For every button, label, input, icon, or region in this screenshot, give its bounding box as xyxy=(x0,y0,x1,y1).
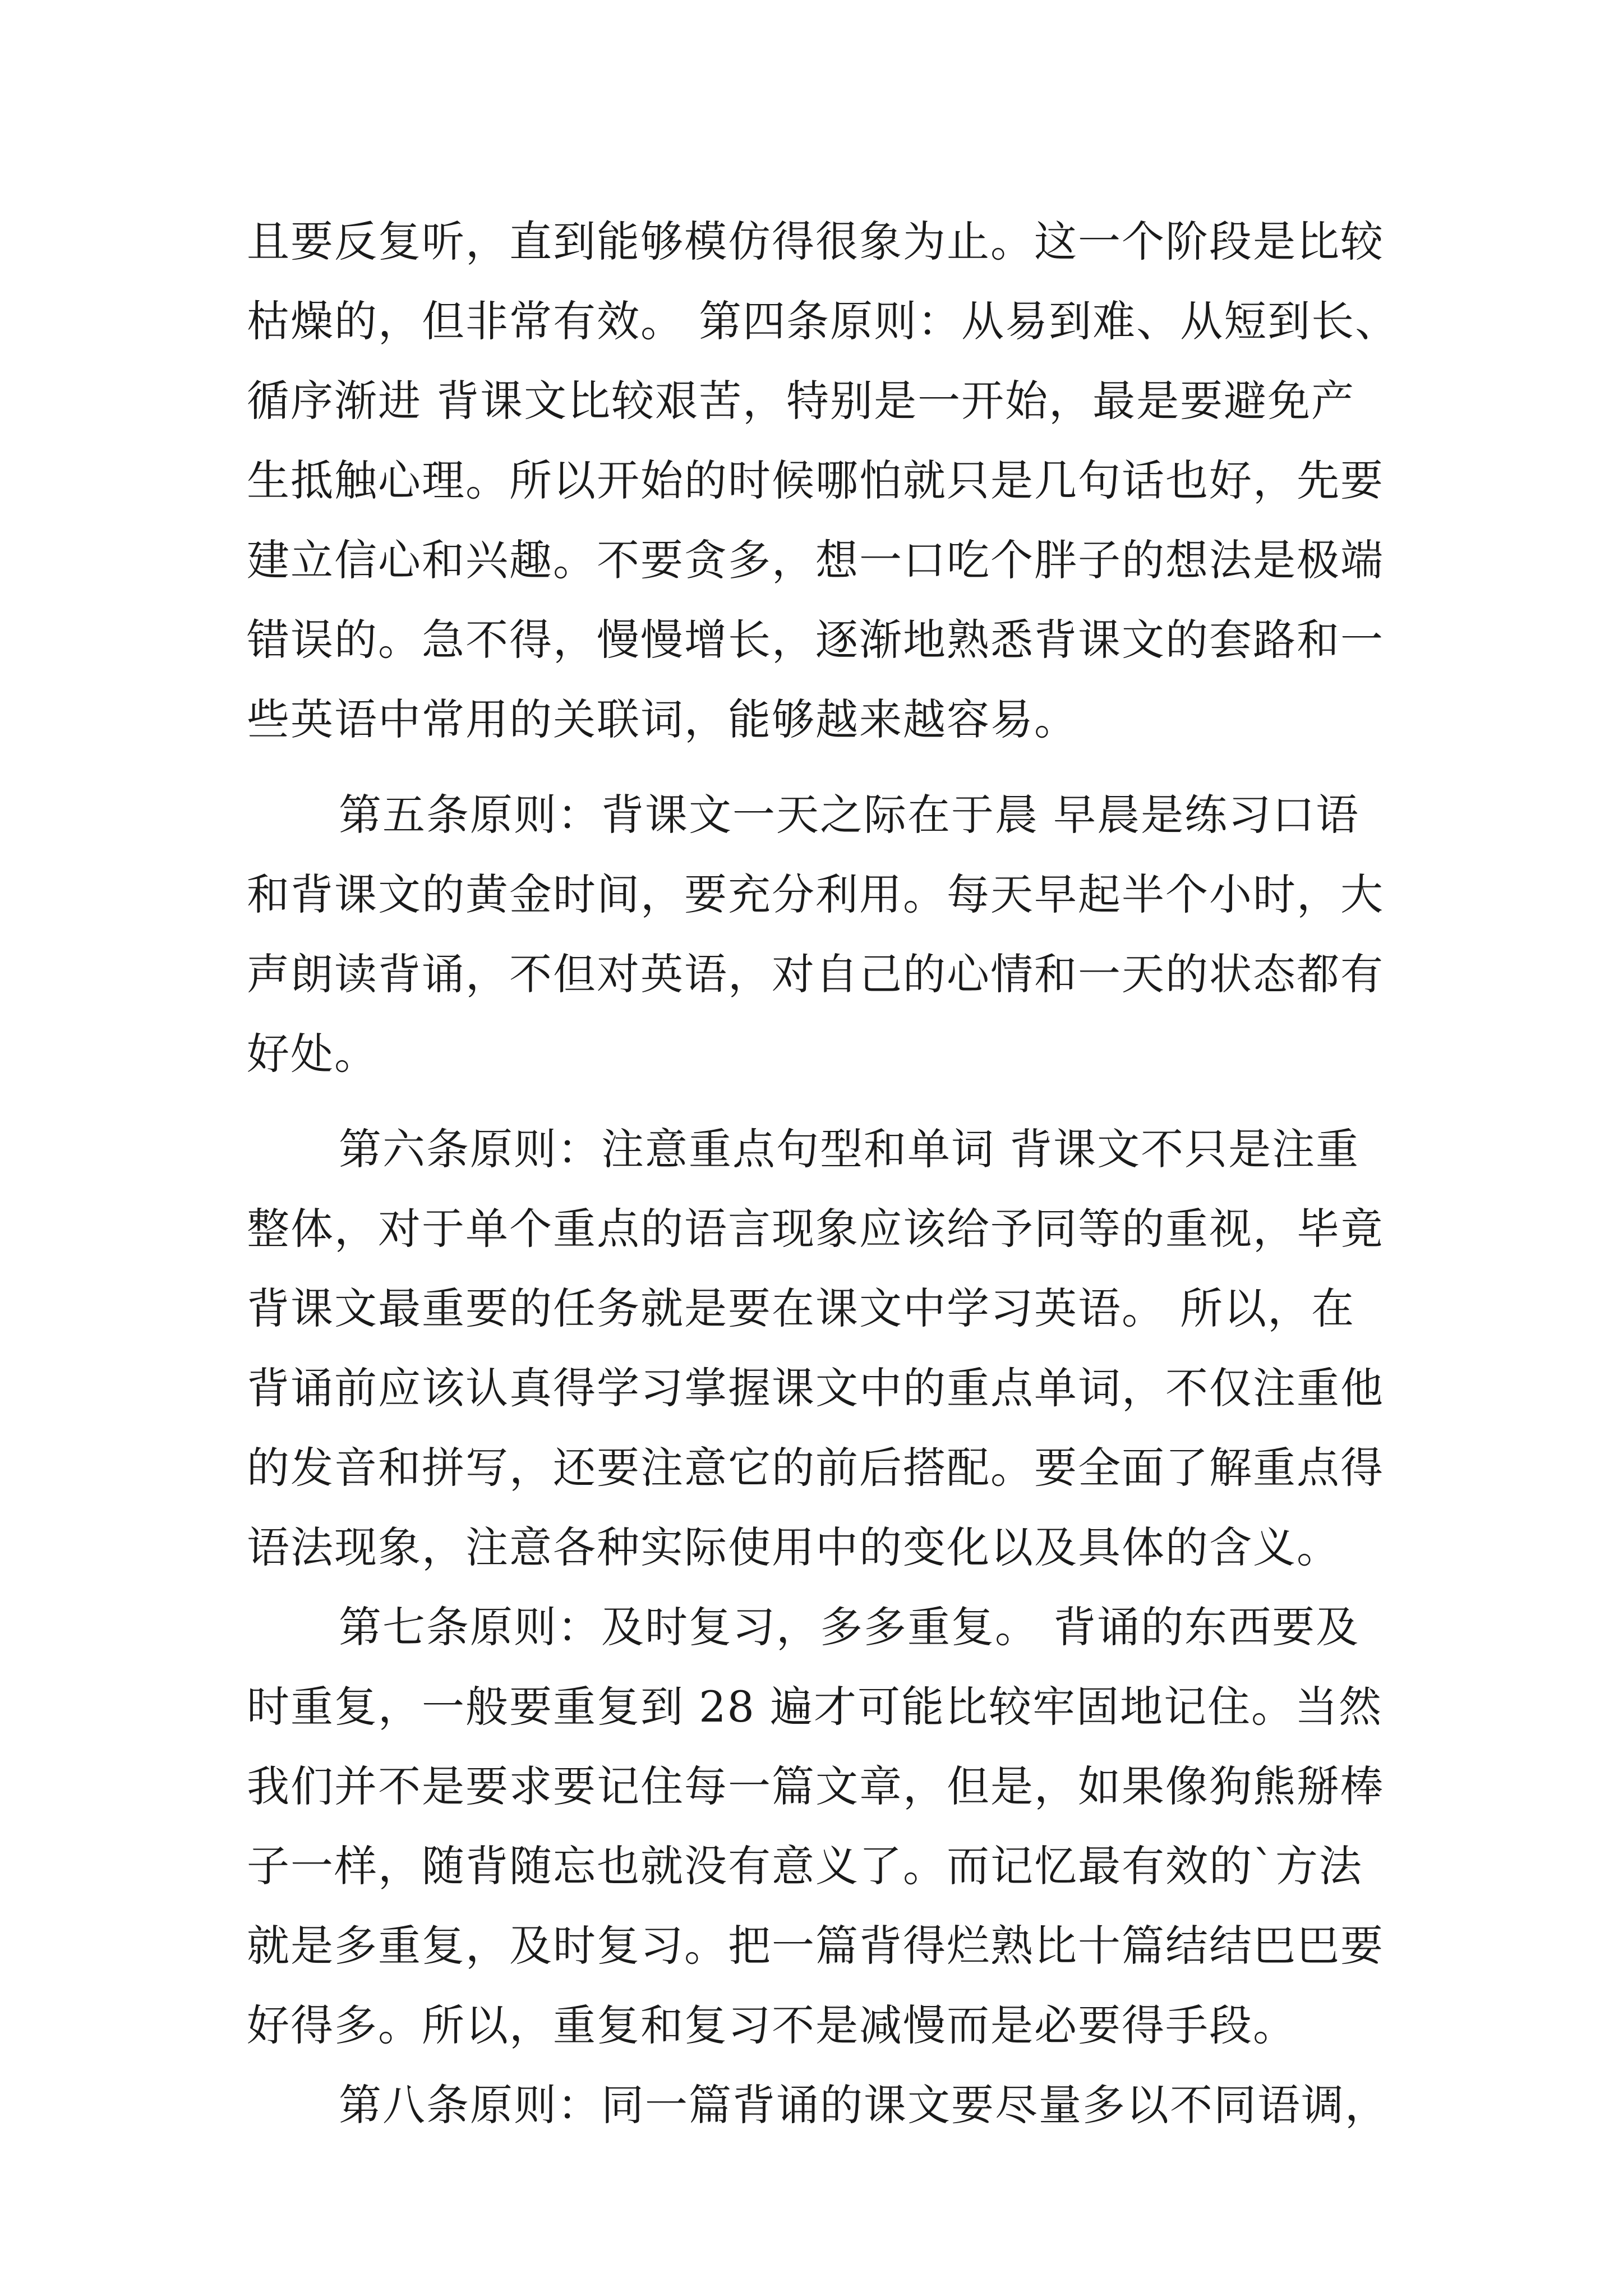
text-line: 生抵触心理。所以开始的时候哪怕就只是几句话也好，先要 xyxy=(247,455,1384,505)
text-line: 第七条原则：及时复习，多多重复。 背诵的东西要及 xyxy=(339,1602,1360,1652)
text-line: 的发音和拼写，还要注意它的前后搭配。要全面了解重点得 xyxy=(247,1443,1384,1493)
text-line: 背课文最重要的任务就是要在课文中学习英语。 所以，在 xyxy=(247,1283,1355,1333)
text-line: 我们并不是要求要记住每一篇文章，但是，如果像狗熊掰棒 xyxy=(247,1761,1384,1811)
text-line: 子一样，随背随忘也就没有意义了。而记忆最有效的`方法 xyxy=(247,1841,1363,1891)
text-line: 且要反复听，直到能够模仿得很象为止。这一个阶段是比较 xyxy=(247,217,1384,266)
text-line: 错误的。急不得，慢慢增长，逐渐地熟悉背课文的套路和一 xyxy=(247,615,1384,665)
text-line: 和背课文的黄金时间，要充分利用。每天早起半个小时，大 xyxy=(247,869,1384,919)
text-line: 背诵前应该认真得学习掌握课文中的重点单词，不仅注重他 xyxy=(247,1363,1384,1413)
text-line: 好处。 xyxy=(247,1029,378,1079)
text-line: 就是多重复，及时复习。把一篇背得烂熟比十篇结结巴巴要 xyxy=(247,1921,1384,1971)
text-line: 时重复，一般要重复到 28 遍才可能比较牢固地记住。当然 xyxy=(247,1682,1383,1732)
text-line: 第八条原则：同一篇背诵的课文要尽量多以不同语调， xyxy=(339,2080,1389,2130)
text-line: 建立信心和兴趣。不要贪多，想一口吃个胖子的想法是极端 xyxy=(247,535,1384,585)
text-line: 语法现象，注意各种实际使用中的变化以及具体的含义。 xyxy=(247,1522,1340,1572)
text-line: 枯燥的，但非常有效。 第四条原则：从易到难、从短到长、 xyxy=(247,296,1399,346)
text-line: 些英语中常用的关联词，能够越来越容易。 xyxy=(247,694,1078,744)
text-line: 整体，对于单个重点的语言现象应该给予同等的重视，毕竟 xyxy=(247,1204,1384,1254)
paragraph-gap xyxy=(247,1094,1385,1110)
paragraph-gap xyxy=(247,760,1385,775)
text-line: 声朗读背诵，不但对英语，对自己的心情和一天的状态都有 xyxy=(247,949,1384,999)
text-line: 循序渐进 背课文比较艰苦，特别是一开始，最是要避免产 xyxy=(247,376,1355,426)
body-text xyxy=(247,202,1399,2145)
text-line: 第五条原则：背课文一天之际在于晨 早晨是练习口语 xyxy=(339,790,1360,840)
text-line: 好得多。所以，重复和复习不是减慢而是必要得手段。 xyxy=(247,2000,1297,2050)
text-line: 第六条原则：注意重点句型和单词 背课文不只是注重 xyxy=(339,1124,1360,1174)
